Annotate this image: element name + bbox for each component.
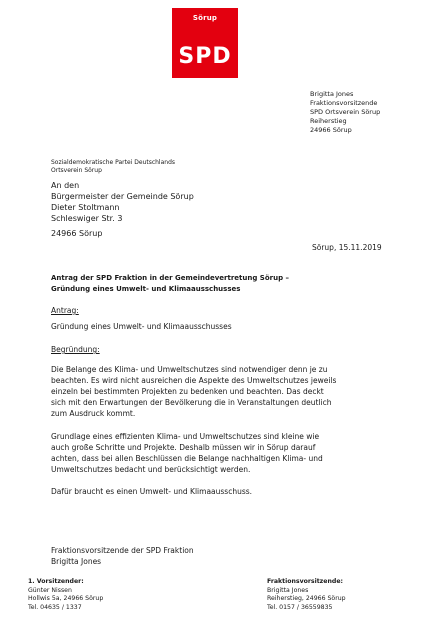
subject-line (51, 273, 381, 295)
recipient-line: Dieter Stoltmann (51, 203, 120, 212)
paragraph-2 (51, 431, 391, 475)
paragraph-line: Dafür braucht es einen Umwelt- und Klimaausschuss. (51, 487, 253, 496)
paragraph-line: zum Ausdruck kommt. (51, 409, 136, 418)
closing-role: Fraktionsvorsitzende der SPD Fraktion (51, 546, 194, 555)
recipient-address (51, 180, 194, 239)
footer-line: Reiherstieg, 24966 Sörup (267, 595, 346, 602)
recipient-line: An den (51, 181, 80, 190)
paragraph-3 (51, 486, 391, 497)
sender-line: 24966 Sörup (310, 126, 352, 134)
footer-line: Tel. 0157 / 36559835 (267, 603, 333, 611)
begruendung-label: Begründung: (51, 345, 100, 354)
spd-logo (172, 8, 238, 78)
paragraph-line: Grundlage eines effizienten Klima- und Umweltschutzes sind kleine wie (51, 432, 320, 441)
closing-signature (51, 545, 194, 567)
sender-line: Fraktionsvorsitzende (310, 99, 378, 107)
footer-chairman (28, 578, 103, 612)
letter-date: Sörup, 15.11.2019 (312, 243, 382, 252)
logo-place-name: Sörup (192, 14, 218, 22)
footer-line: Hollwis 5a, 24966 Sörup (28, 595, 104, 602)
sender-line: Brigitta Jones (310, 90, 354, 98)
paragraph-line: sich mit den Erwartungen der Bevölkerung die in Veranstaltungen deutlich (51, 398, 332, 407)
footer-title: 1. Vorsitzender: (28, 578, 84, 585)
return-address-line: Ortsverein Sörup (51, 167, 102, 174)
logo-wordmark: SPD (178, 44, 232, 69)
sender-address (310, 90, 380, 135)
paragraph-line: achten, dass bei allen Beschlüssen die Belange nachhaltigen Klima- und (51, 454, 323, 463)
subject-line-1: Antrag der SPD Fraktion in der Gemeindevertretung Sörup – (51, 274, 290, 282)
footer-line: Brigitta Jones (267, 586, 309, 594)
paragraph-line: einzeln bei bestimmten Projekten zu bedenken und beachten. Das deckt (51, 387, 324, 396)
paragraph-line: Die Belange des Klima- und Umweltschutzes sind notwendiger denn je zu (51, 365, 328, 374)
paragraph-line: beachten. Es wird nicht ausreichen die Aspekte des Umweltschutzes jeweils (51, 376, 337, 385)
sender-line: SPD Ortsverein Sörup (310, 108, 381, 116)
subject-line-2: Gründung eines Umwelt- und Klimaausschusses (51, 285, 241, 293)
closing-name: Brigitta Jones (51, 557, 102, 566)
return-address (51, 159, 175, 175)
recipient-line: Bürgermeister der Gemeinde Sörup (51, 192, 194, 201)
sender-line: Reiherstieg (310, 117, 347, 125)
paragraph-line: Umweltschutzes bedacht und berücksichtigt werden. (51, 465, 251, 474)
footer-title: Fraktionsvorsitzende: (267, 578, 343, 585)
recipient-zip-city: 24966 Sörup (51, 229, 103, 238)
footer-faction-chair (267, 578, 346, 612)
footer-line: Tel. 04635 / 1337 (28, 603, 82, 611)
paragraph-line: auch große Schritte und Projekte. Deshalb müssen wir in Sörup darauf (51, 443, 316, 452)
paragraph-1 (51, 364, 391, 419)
antrag-label: Antrag: (51, 306, 79, 315)
footer-line: Günter Nissen (28, 586, 72, 594)
recipient-line: Schleswiger Str. 3 (51, 214, 123, 223)
return-address-line: Sozialdemokratische Partei Deutschlands (51, 159, 176, 166)
antrag-text: Gründung eines Umwelt- und Klimaausschusses (51, 322, 232, 331)
